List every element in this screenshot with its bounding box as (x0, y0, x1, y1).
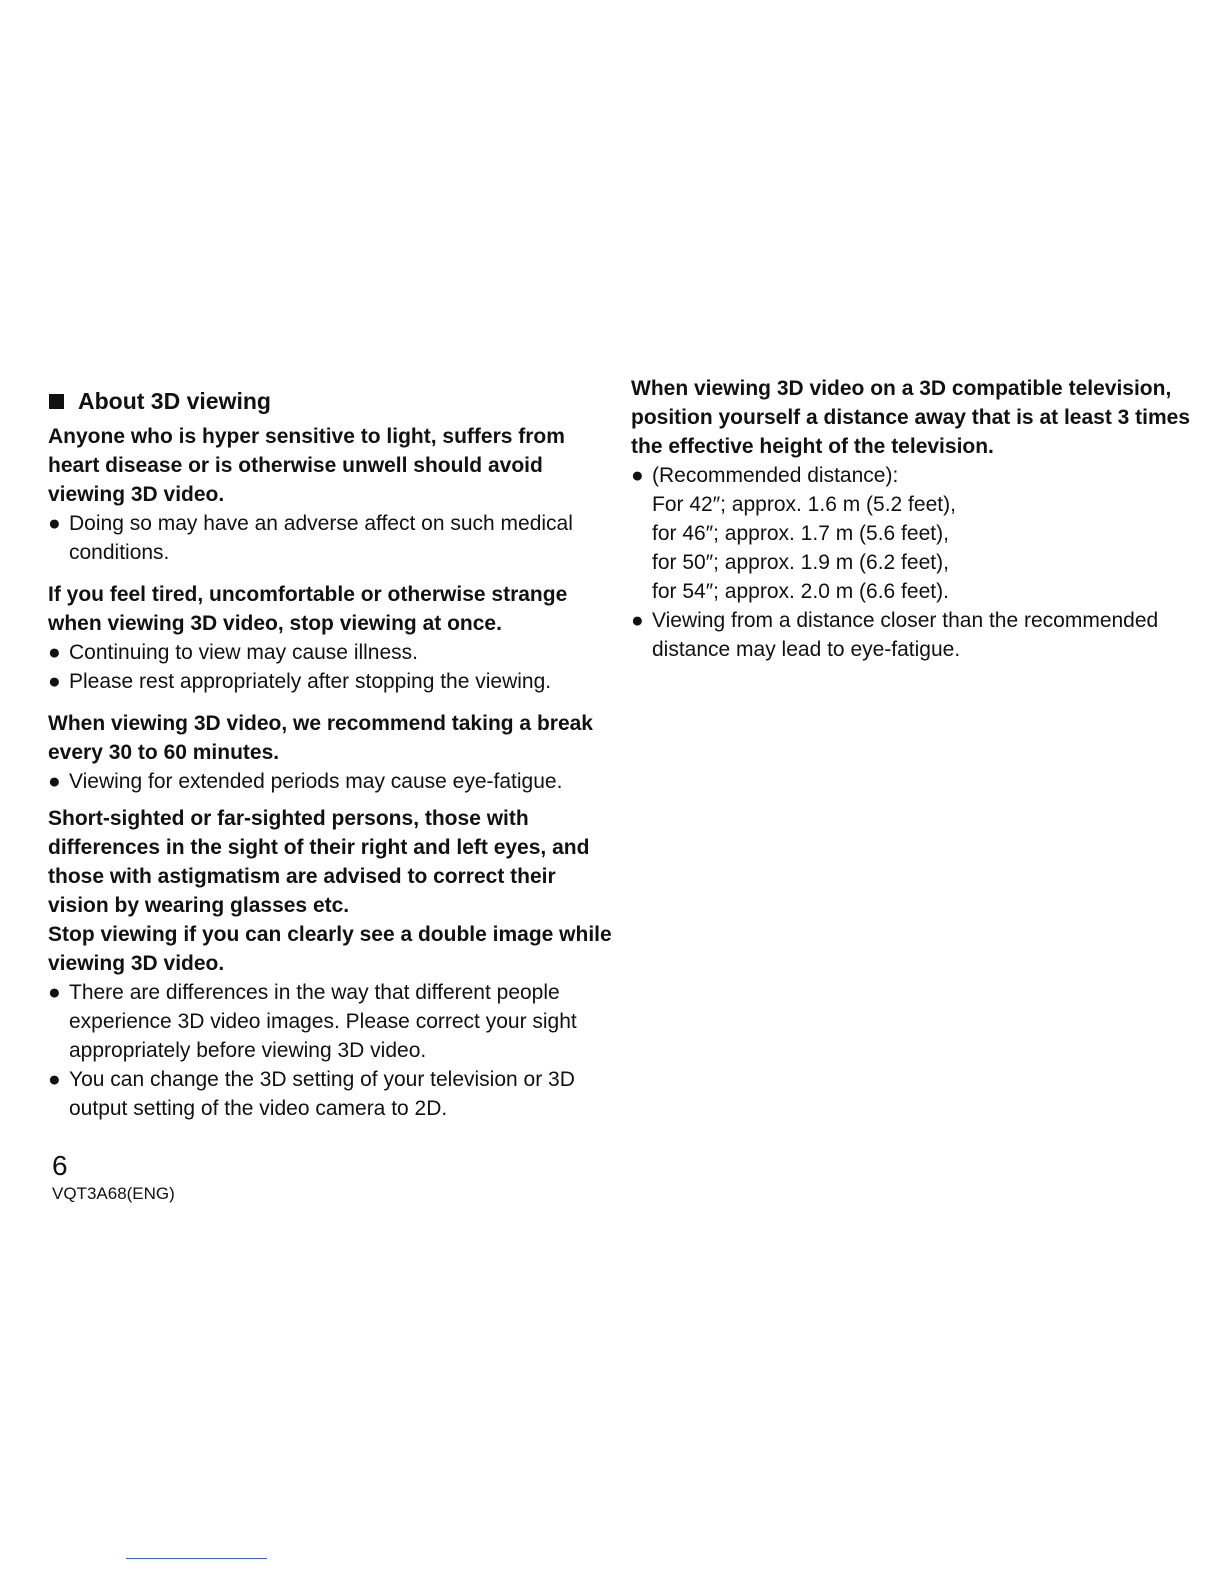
bullet-item (48, 767, 613, 796)
footer-divider (126, 1558, 267, 1559)
bullet-text: Viewing for extended periods may cause eye-fatigue. (69, 770, 563, 793)
bullet-item (631, 461, 1201, 490)
bullet-item (48, 667, 613, 696)
bullet-text: (Recommended distance): (652, 464, 899, 487)
bullet-icon: ● (48, 641, 61, 664)
bullet-item (48, 1065, 613, 1123)
bullet-text: Doing so may have an adverse affect on such medical conditions. (69, 512, 573, 564)
warning-tired: If you feel tired, uncomfortable or otherwise strange when viewing 3D video, stop viewing at once. (48, 583, 568, 635)
right-column (631, 374, 1201, 664)
section-title: About 3D viewing (78, 388, 271, 414)
bullet-text: There are differences in the way that different people experience 3D video images. Please correct your sight appropriately before viewing 3D video. (69, 981, 577, 1062)
bullet-item (48, 638, 613, 667)
left-column (48, 386, 613, 1123)
warning-double-image: Stop viewing if you can clearly see a double image while viewing 3D video. (48, 923, 612, 975)
black-square-icon (49, 394, 64, 409)
warning-break: When viewing 3D video, we recommend taking a break every 30 to 60 minutes. (48, 712, 593, 764)
bullet-text: You can change the 3D setting of your television or 3D output setting of the video camera to 2D. (69, 1068, 575, 1120)
bullet-icon: ● (48, 981, 61, 1004)
bullet-icon: ● (631, 609, 644, 632)
bullet-text: Please rest appropriately after stopping the viewing. (69, 670, 552, 693)
bullet-text: Continuing to view may cause illness. (69, 641, 419, 664)
warning-eyesight: Short-sighted or far-sighted persons, those with differences in the sight of their right and left eyes, and those with astigmatism are advised to correct their vision by wearing glasses etc. (48, 807, 590, 917)
section-heading (48, 386, 613, 416)
bullet-item (631, 606, 1201, 664)
distance-line: for 50″; approx. 1.9 m (6.2 feet), (652, 551, 949, 574)
bullet-icon: ● (631, 464, 644, 487)
distance-line: for 46″; approx. 1.7 m (5.6 feet), (652, 522, 949, 545)
warning-light-sensitivity: Anyone who is hyper sensitive to light, suffers from heart disease or is otherwise unwell should avoid viewing 3D video. (48, 425, 565, 506)
bullet-icon: ● (48, 1068, 61, 1091)
bullet-item (48, 509, 613, 567)
distance-line: for 54″; approx. 2.0 m (6.6 feet). (652, 580, 949, 603)
page-number: 6 (52, 1150, 68, 1181)
distance-line: For 42″; approx. 1.6 m (5.2 feet), (652, 493, 956, 516)
bullet-icon: ● (48, 670, 61, 693)
bullet-icon: ● (48, 770, 61, 793)
warning-distance: When viewing 3D video on a 3D compatible television, position yourself a distance away that is at least 3 times the effective height of the television. (631, 377, 1191, 458)
bullet-item (48, 978, 613, 1065)
model-code: VQT3A68(ENG) (52, 1184, 175, 1203)
bullet-text: Viewing from a distance closer than the recommended distance may lead to eye-fatigue. (652, 609, 1159, 661)
bullet-icon: ● (48, 512, 61, 535)
